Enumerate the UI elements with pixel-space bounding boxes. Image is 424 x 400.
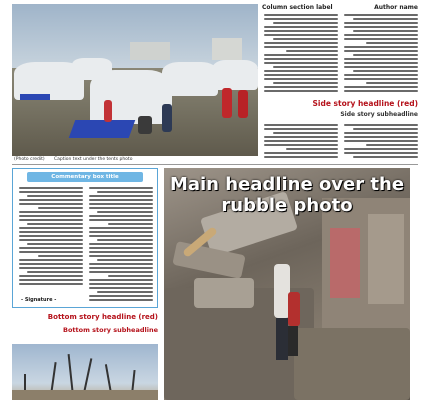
right-column <box>262 4 418 11</box>
photo-credit: (Photo credit) <box>14 157 45 162</box>
divider <box>12 164 418 165</box>
side-story-text-b <box>264 124 338 162</box>
commentary-text-b <box>19 187 83 285</box>
side-story-subhead: Side story subheadline <box>340 111 418 118</box>
right-column-text-a <box>344 14 418 96</box>
bottom-photo <box>12 344 158 400</box>
commentary-box <box>12 168 158 308</box>
bottom-story-subhead: Bottom story subheadline <box>63 326 158 334</box>
column-kicker: Column section label <box>262 4 333 11</box>
photo-caption: Caption text under the tents photo <box>54 157 133 162</box>
right-column-text-b <box>264 14 338 96</box>
bottom-story-headline: Bottom story headline (red) <box>47 313 158 321</box>
side-story-text-a <box>344 124 418 162</box>
rubble-photo <box>164 168 410 400</box>
column-author: Author name <box>374 4 418 11</box>
tents-photo <box>12 4 258 156</box>
commentary-signature: - Signature - <box>21 297 57 303</box>
commentary-text-a <box>89 187 153 301</box>
main-headline: Main headline over the rubble photo <box>169 174 405 216</box>
commentary-title: Commentary box title <box>27 172 143 182</box>
side-story-headline: Side story headline (red) <box>312 99 418 108</box>
